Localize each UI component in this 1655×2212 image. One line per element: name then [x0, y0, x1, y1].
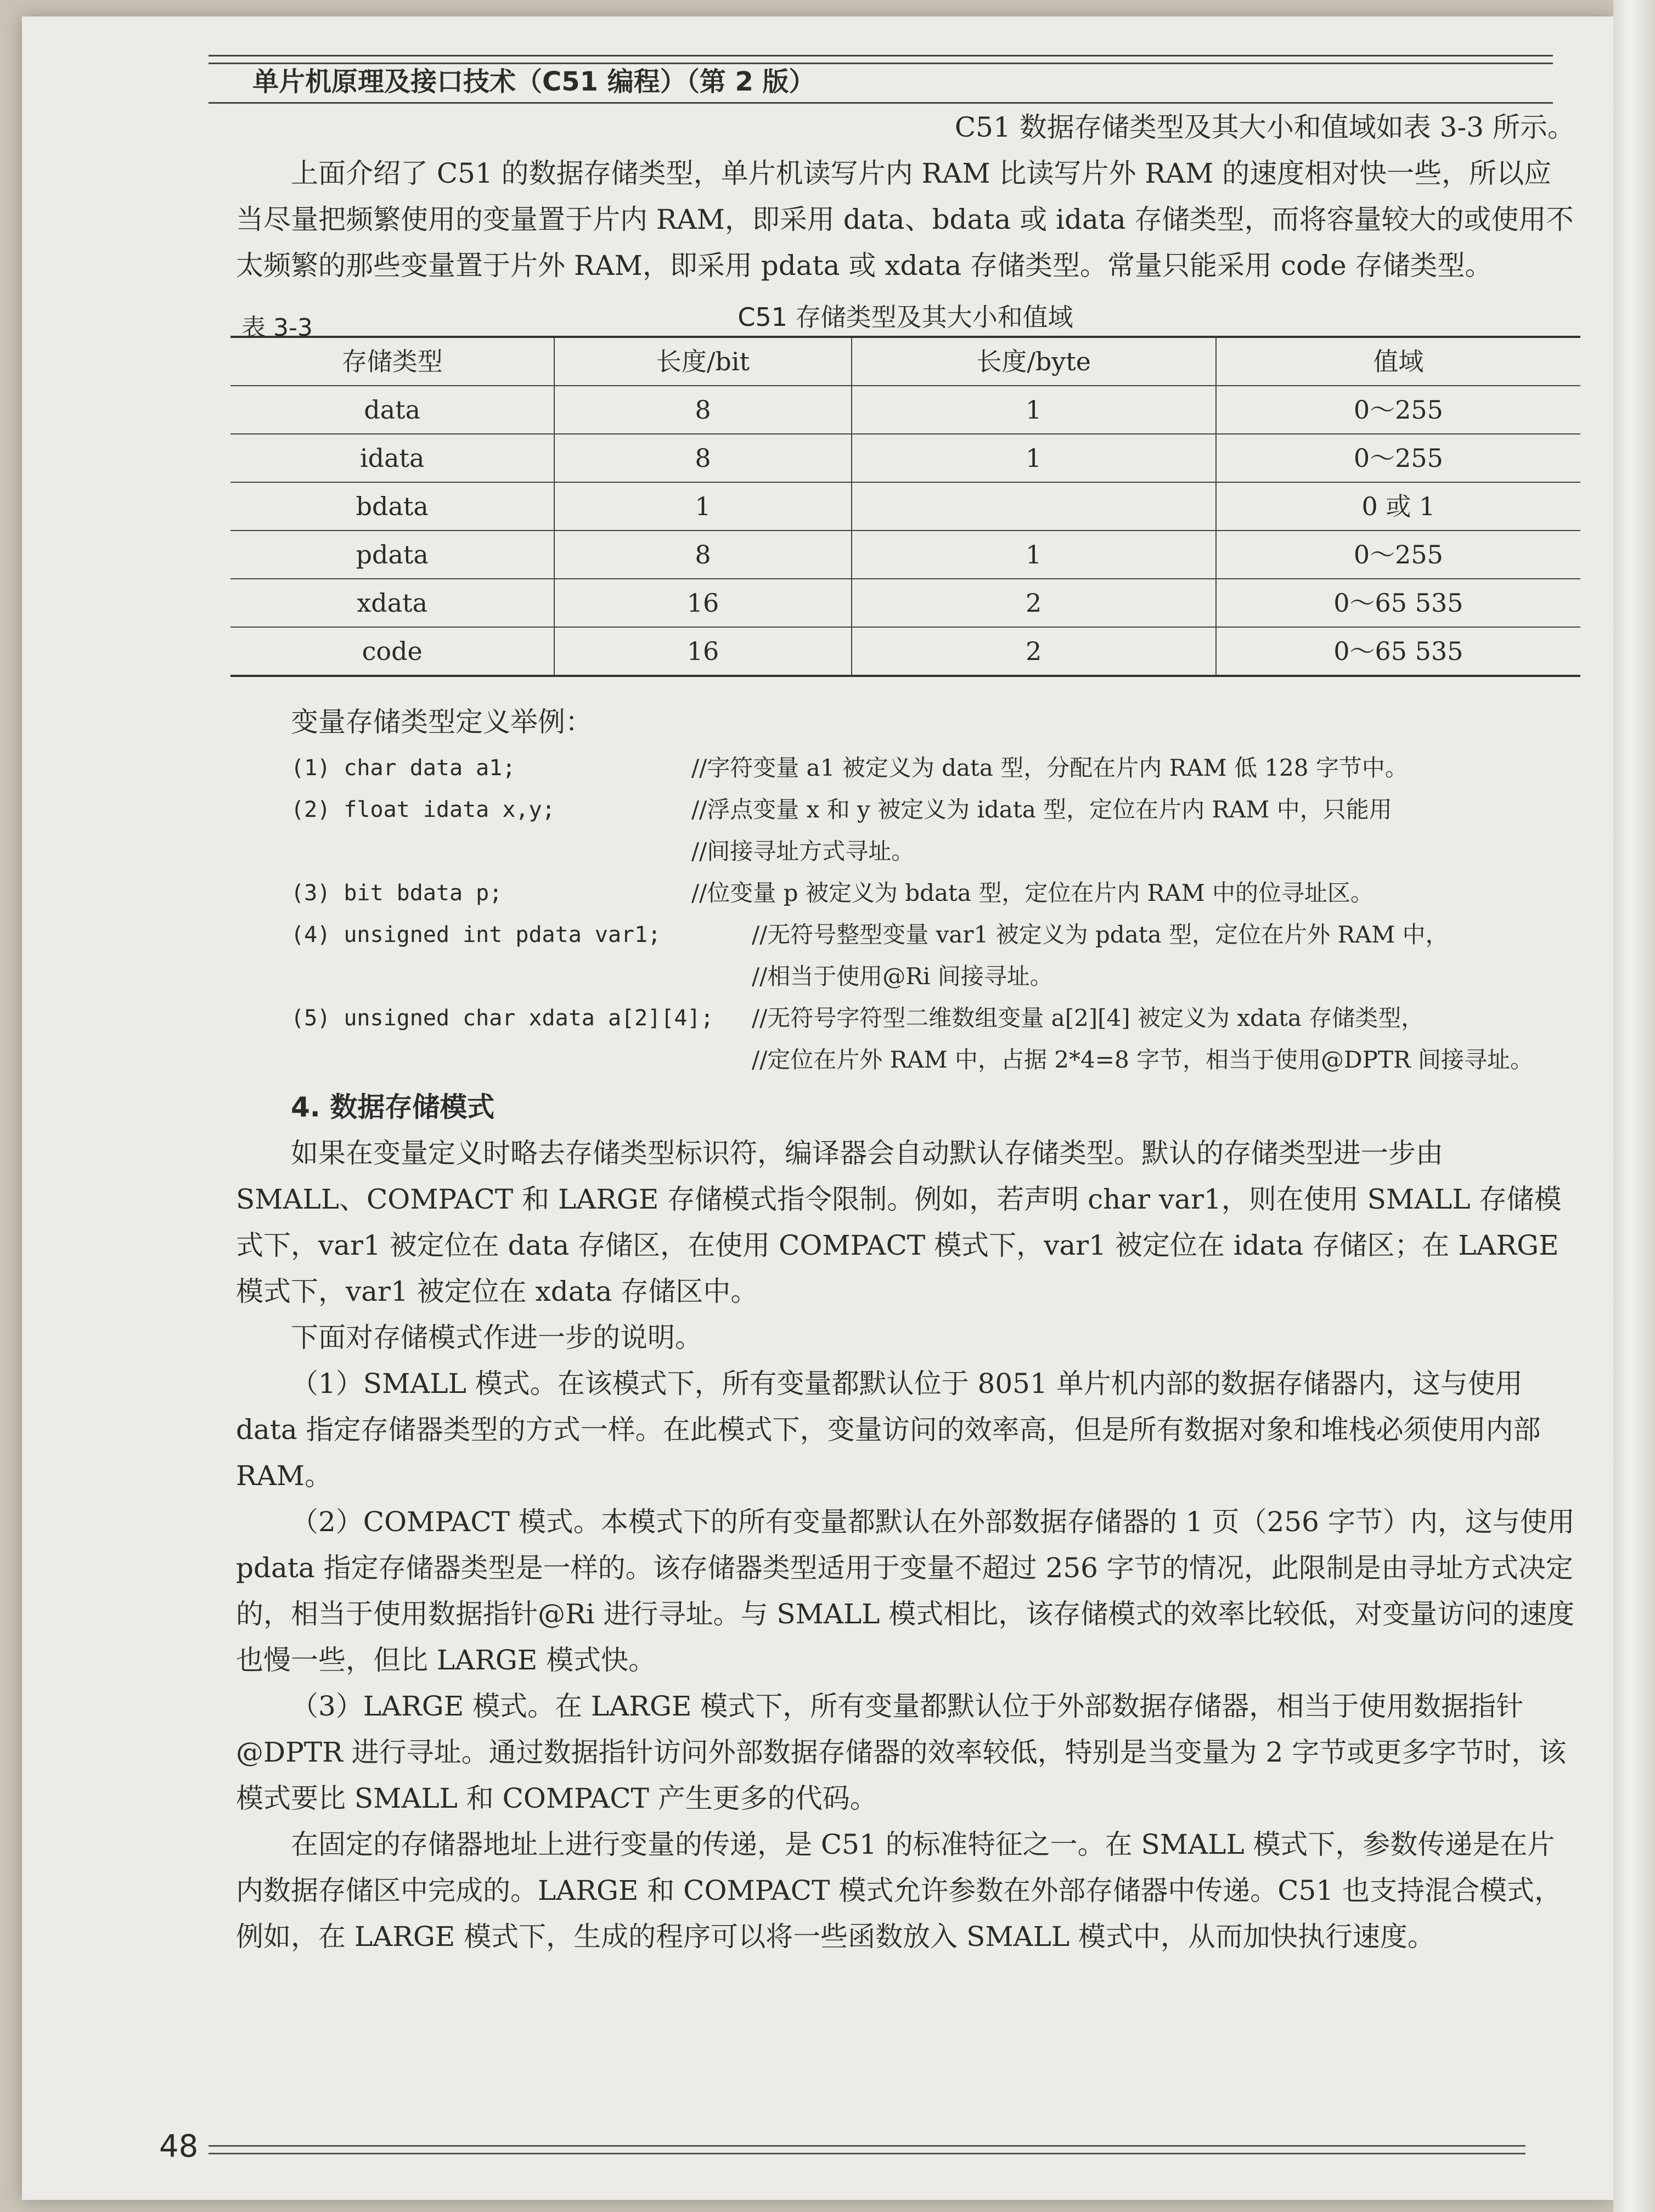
- table-row: [230, 386, 1580, 434]
- code-comment: //无符号整型变量 var1 被定义为 pdata 型，定位在片外 RAM 中，: [752, 921, 1449, 948]
- page-stack-edge: [1613, 0, 1655, 2212]
- body-paragraph: 下面对存储模式作进一步的说明。: [291, 1322, 702, 1353]
- table-header-cell: 长度/byte: [852, 337, 1216, 386]
- table-cell: xdata: [230, 579, 554, 627]
- examples-title: 变量存储类型定义举例：: [291, 706, 593, 738]
- table-cell: 16: [554, 627, 851, 676]
- table-cell: 0～255: [1216, 434, 1580, 482]
- code-text: (2) float idata x,y;: [291, 797, 555, 822]
- code-example-line: [291, 828, 1575, 870]
- code-comment: //字符变量 a1 被定义为 data 型，分配在片内 RAM 低 128 字节中。: [691, 754, 1408, 781]
- code-example-line: [291, 745, 1575, 787]
- code-examples: [236, 745, 1575, 1079]
- table-header-cell: 存储类型: [230, 337, 554, 386]
- table-row: [230, 482, 1580, 531]
- table-cell: idata: [230, 434, 554, 482]
- body-paragraph: 如果在变量定义时略去存储类型标识符，编译器会自动默认存储类型。默认的存储类型进一步由 SMALL、COMPACT 和 LARGE 存储模式指令限制。例如，若声明 char var1，则在使用 SMALL 存储模式下，var1 被定位在 data 存储区，在使用 COMPACT 模式下，var1 被定位在 idata 存储区；在 LARGE 模式下，var1 被定位在 xdata 存储区中。: [236, 1137, 1562, 1307]
- body-paragraph: （1）SMALL 模式。在该模式下，所有变量都默认位于 8051 单片机内部的数据存储器内，这与使用 data 指定存储器类型的方式一样。在此模式下，变量访问的效率高，但是所有数据对象和堆栈必须使用内部 RAM。: [236, 1368, 1541, 1492]
- header-title: 单片机原理及接口技术（C51 编程）（第 2 版）: [252, 66, 815, 97]
- table-number: 表 3-3: [241, 314, 313, 342]
- page-body: [236, 104, 1575, 1960]
- code-text: (5) unsigned char xdata a[2][4];: [291, 1006, 714, 1031]
- body-paragraph: （2）COMPACT 模式。本模式下的所有变量都默认在外部数据存储器的 1 页（256 字节）内，这与使用 pdata 指定存储器类型是一样的。该存储器类型适用于变量不超过 256 字节的情况，此限制是由寻址方式决定的，相当于使用数据指针@Ri 进行寻址。与 SMALL 模式相比，该存储模式的效率比较低，对变量访问的速度也慢一些，但比 LARGE 模式快。: [236, 1506, 1575, 1676]
- table-cell: 0～255: [1216, 531, 1580, 579]
- table-cell: 2: [852, 627, 1216, 676]
- table-cell: 1: [554, 482, 851, 531]
- table-3-3: [236, 294, 1575, 677]
- table-cell: 8: [554, 386, 851, 434]
- table-row: [230, 531, 1580, 579]
- code-example-line: [291, 870, 1575, 912]
- table-cell: bdata: [230, 482, 554, 531]
- code-comment: //定位在片外 RAM 中，占据 2*4=8 字节，相当于使用@DPTR 间接寻址。: [752, 1046, 1533, 1073]
- table-cell: data: [230, 386, 554, 434]
- table-cell: 0～255: [1216, 386, 1580, 434]
- section-title: 4. 数据存储模式: [291, 1091, 495, 1123]
- header-rule-bottom: [209, 102, 1553, 104]
- body-paragraph: 在固定的存储器地址上进行变量的传递，是 C51 的标准特征之一。在 SMALL 模式下，参数传递是在片内数据存储区中完成的。LARGE 和 COMPACT 模式允许参数在外部存储器中传递。C51 也支持混合模式，例如，在 LARGE 模式下，生成的程序可以将一些函数放入 SMALL 模式中，从而加快执行速度。: [236, 1829, 1562, 1953]
- body-paragraph: （3）LARGE 模式。在 LARGE 模式下，所有变量都默认位于外部数据存储器，相当于使用数据指针@DPTR 进行寻址。通过数据指针访问外部数据存储器的效率较低，特别是当变量为 2 字节或更多字节时，该模式要比 SMALL 和 COMPACT 产生更多的代码。: [236, 1690, 1567, 1814]
- table-cell: 1: [852, 434, 1216, 482]
- table-row: [230, 434, 1580, 482]
- code-text: (4) unsigned int pdata var1;: [291, 922, 661, 947]
- code-example-line: [291, 787, 1575, 828]
- footer-rule: [209, 2153, 1525, 2154]
- table-cell: pdata: [230, 531, 554, 579]
- code-comment: //无符号字符型二维数组变量 a[2][4] 被定义为 xdata 存储类型，: [752, 1005, 1425, 1031]
- code-comment: //浮点变量 x 和 y 被定义为 idata 型，定位在片内 RAM 中，只能用: [691, 796, 1392, 823]
- storage-type-table: [230, 336, 1580, 677]
- table-title: C51 存储类型及其大小和值域: [738, 302, 1073, 332]
- table-cell: 1: [852, 531, 1216, 579]
- table-cell: 0 或 1: [1216, 482, 1580, 531]
- table-cell: 0～65 535: [1216, 579, 1580, 627]
- table-cell: 8: [554, 434, 851, 482]
- page-number: 48: [159, 2129, 199, 2164]
- table-cell: 8: [554, 531, 851, 579]
- book-page: [22, 16, 1613, 2200]
- table-cell: [852, 482, 1216, 531]
- code-comment: //间接寻址方式寻址。: [691, 838, 915, 865]
- code-comment: //位变量 p 被定义为 bdata 型，定位在片内 RAM 中的位寻址区。: [691, 879, 1373, 906]
- intro-line: C51 数据存储类型及其大小和值域如表 3-3 所示。: [954, 111, 1575, 143]
- code-example-line: [291, 995, 1575, 1037]
- table-header-cell: 值域: [1216, 337, 1580, 386]
- table-cell: code: [230, 627, 554, 676]
- table-cell: 0～65 535: [1216, 627, 1580, 676]
- intro-paragraph: 上面介绍了 C51 的数据存储类型，单片机读写片内 RAM 比读写片外 RAM 的速度相对快一些，所以应当尽量把频繁使用的变量置于片内 RAM，即采用 data、bdata 或 idata 存储类型，而将容量较大的或使用不太频繁的那些变量置于片外 RAM，即采用 pdata 或 xdata 存储类型。常量只能采用 code 存储类型。: [236, 157, 1574, 281]
- code-text: (1) char data a1;: [291, 755, 516, 781]
- table-row: [230, 627, 1580, 676]
- header-rule-top: [209, 55, 1553, 57]
- table-cell: 1: [852, 386, 1216, 434]
- running-header: [209, 55, 1553, 104]
- table-cell: 2: [852, 579, 1216, 627]
- table-row: [230, 579, 1580, 627]
- code-example-line: [291, 953, 1575, 995]
- code-example-line: [291, 912, 1575, 953]
- code-text: (3) bit bdata p;: [291, 881, 503, 906]
- table-header-cell: 长度/bit: [554, 337, 851, 386]
- code-example-line: [291, 1037, 1575, 1079]
- footer-rule: [209, 2145, 1525, 2147]
- table-cell: 16: [554, 579, 851, 627]
- code-comment: //相当于使用@Ri 间接寻址。: [752, 963, 1053, 990]
- table-header-row: [230, 337, 1580, 386]
